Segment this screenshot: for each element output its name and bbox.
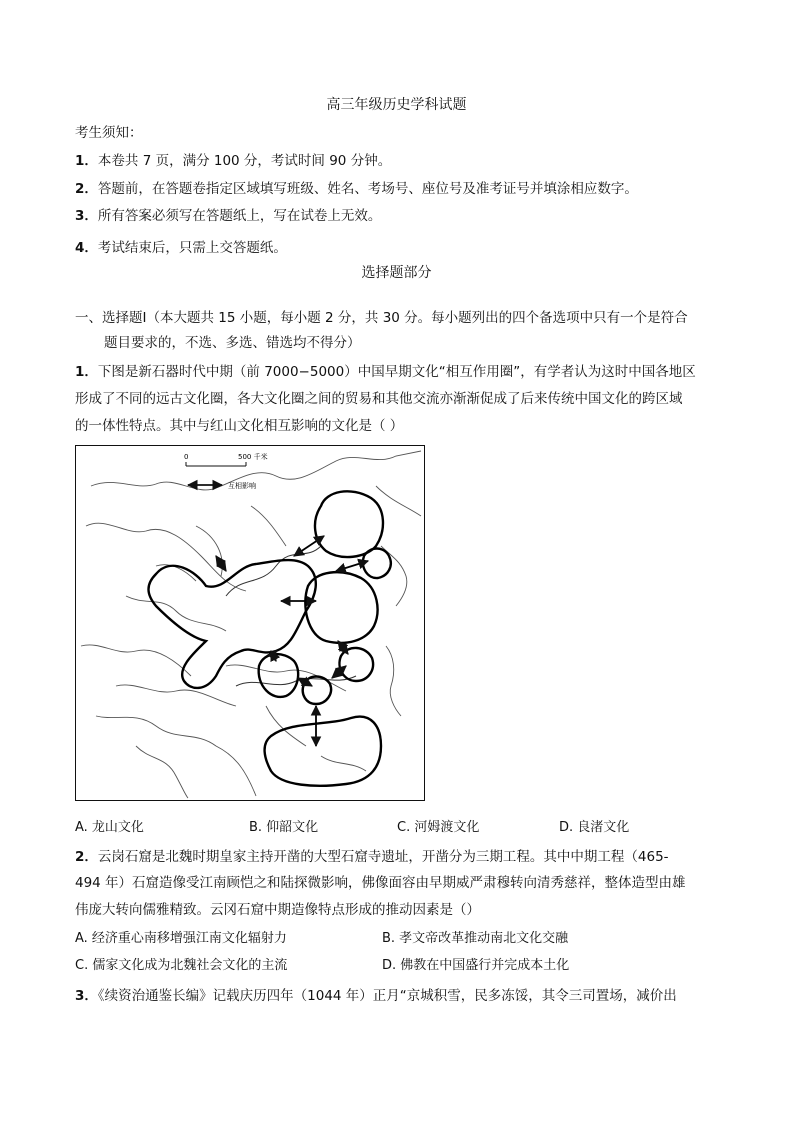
region-lower-yangtze — [303, 677, 331, 705]
notice-text: 考试结束后，只需上交答题纸。 — [97, 240, 287, 256]
question-2-option-a: A. 经济重心南移增强江南文化辐射力 — [75, 931, 287, 946]
notice-item — [75, 206, 381, 226]
question-2-line: 494 年）石窟造像受江南顾恺之和陆探微影响，佛像面容由早期威严肃穆转向清秀慈祥，整体造型由雄 — [75, 875, 686, 891]
notice-number: 2． — [75, 181, 98, 197]
notice-heading: 考生须知： — [75, 125, 143, 141]
question-1-option-c: C. 河姆渡文化 — [397, 820, 480, 835]
question-2-line: 2．云岗石窟是北魏时期皇家主持开凿的大型石窟寺遗址，开凿分为三期工程。其中中期工程（465- — [75, 849, 669, 865]
culture-interaction-map — [75, 445, 425, 801]
scale-zero: 0 — [184, 453, 189, 461]
question-3-line: 3．《续资治通鉴长编》记载庆历四年（1044 年）正月“京城积雪，民多冻馁，其令三司置场，减价出 — [75, 988, 677, 1004]
region-yellow-river-middle — [149, 560, 316, 688]
question-number: 2． — [75, 849, 98, 865]
question-1-option-d: D. 良渚文化 — [559, 820, 630, 835]
legend — [188, 481, 256, 490]
scale-bar — [184, 452, 268, 466]
question-2-option-d: D. 佛教在中国盛行并完成本土化 — [382, 958, 570, 973]
notice-item — [75, 238, 287, 258]
question-2-option-b: B. 孝文帝改革推动南北文化交融 — [382, 931, 569, 946]
question-number: 1． — [75, 364, 98, 380]
question-1-line: 形成了不同的远古文化圈，各大文化圈之间的贸易和其他交流亦渐渐促成了后来传统中国文化的跨区域 — [75, 391, 683, 407]
notice-text: 所有答案必须写在答题纸上，写在试卷上无效。 — [97, 208, 382, 224]
notice-item — [75, 179, 638, 199]
part-heading: 一、选择题Ⅰ（本大题共 15 小题，每小题 2 分，共 30 分。每小题列出的四个备选项中只有一个是符合 — [75, 310, 688, 326]
notice-number: 3． — [75, 208, 98, 224]
question-number: 3． — [75, 988, 98, 1004]
notice-number: 1． — [75, 153, 98, 169]
question-2-option-c: C. 儒家文化成为北魏社会文化的主流 — [75, 958, 288, 973]
notice-text: 本卷共 7 页，满分 100 分，考试时间 90 分钟。 — [97, 153, 392, 169]
scale-label: 500 千米 — [238, 453, 268, 461]
region-yangtze-delta — [339, 648, 373, 681]
question-2-line: 伟庞大转向儒雅精致。云冈石窟中期造像特点形成的推动因素是（） — [75, 902, 480, 918]
part-heading-continued: 题目要求的，不选、多选、错选均不得分） — [104, 335, 361, 351]
notice-text: 答题前，在答题卷指定区域填写班级、姓名、考场号、座位号及准考证号并填涂相应数字。 — [97, 181, 638, 197]
notice-item — [75, 151, 391, 171]
question-1-line: 1．下图是新石器时代中期（前 7000−5000）中国早期文化“相互作用圈”，有学者认为这时中国各地区 — [75, 364, 696, 380]
region-middle-yangtze — [259, 654, 299, 697]
question-1-line: 的一体性特点。其中与红山文化相互影响的文化是（ ） — [75, 418, 404, 434]
section-title: 选择题部分 — [361, 265, 432, 281]
culture-regions — [149, 491, 391, 785]
question-1-option-b: B. 仰韶文化 — [249, 820, 319, 835]
region-liaodong — [363, 549, 391, 579]
region-south — [265, 717, 381, 786]
legend-label: 互相影响 — [228, 482, 256, 490]
region-hongshan — [315, 491, 383, 557]
map-boundaries — [81, 451, 421, 798]
question-1-option-a: A. 龙山文化 — [75, 820, 144, 835]
interaction-arrows — [216, 536, 368, 746]
page-title: 高三年级历史学科试题 — [326, 97, 467, 113]
notice-number: 4． — [75, 240, 98, 256]
